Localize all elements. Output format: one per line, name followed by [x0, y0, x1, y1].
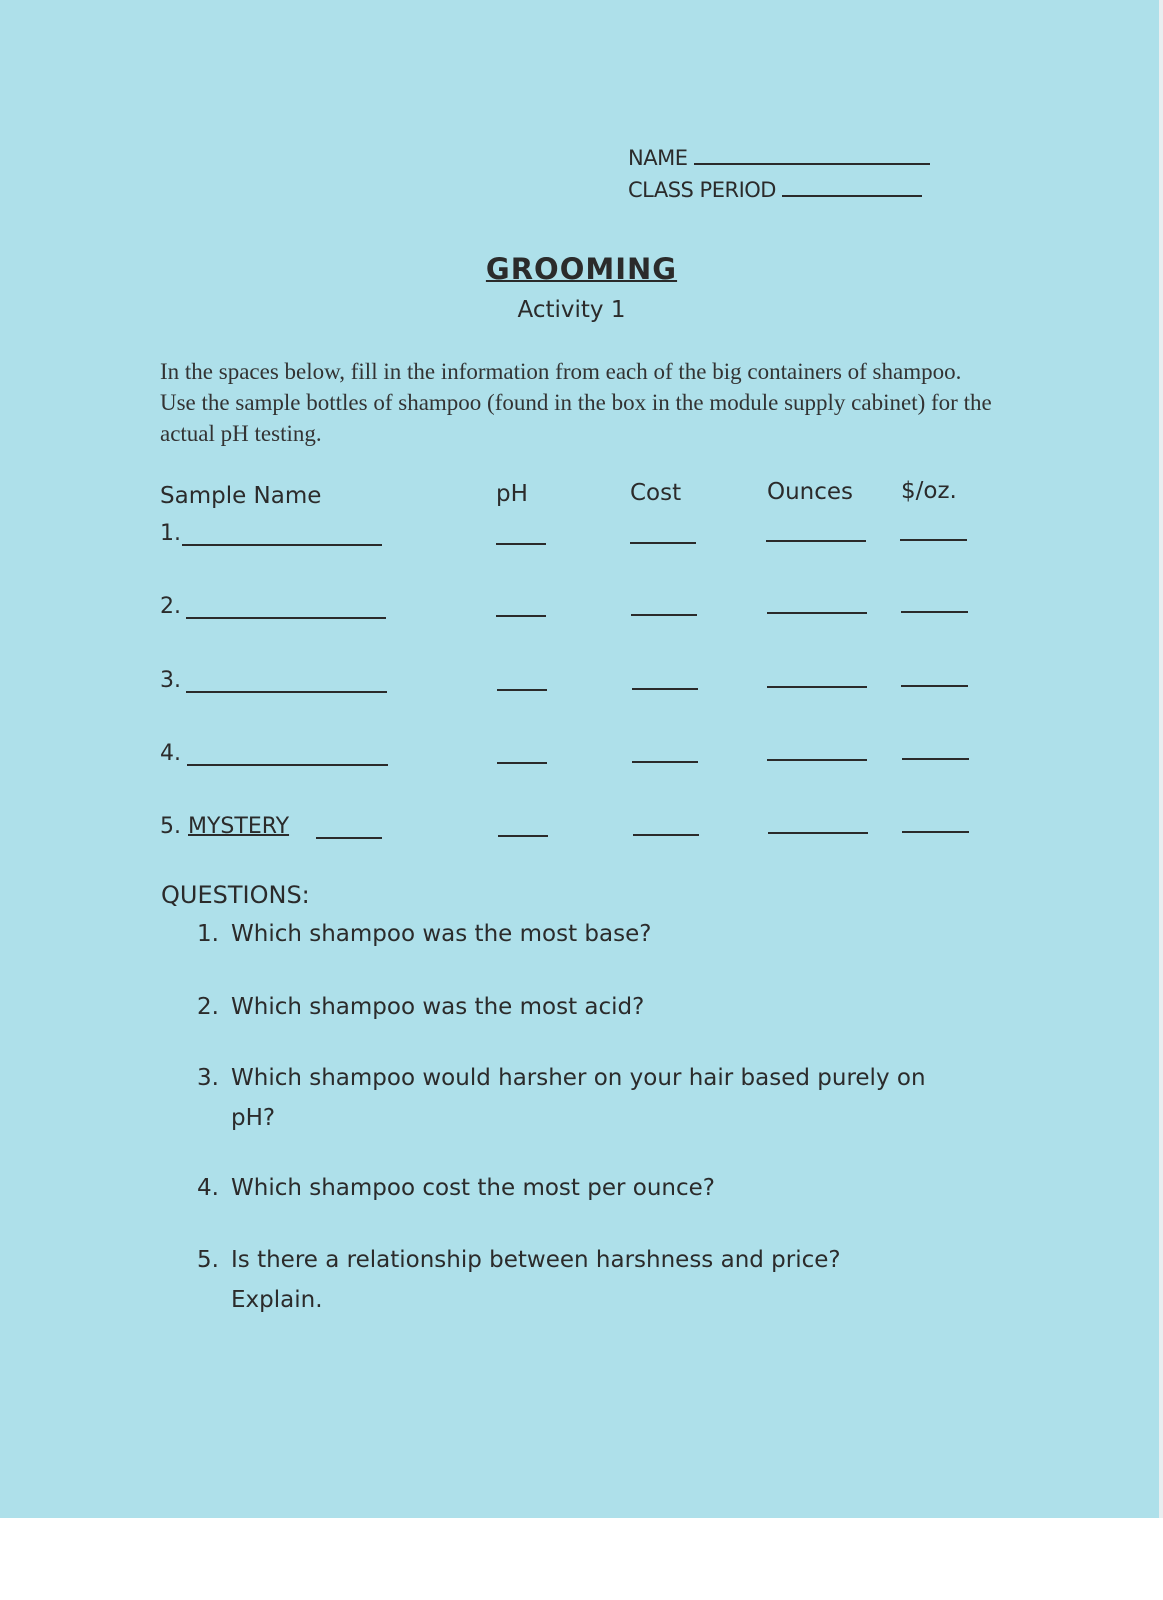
cost-blank-3[interactable]: [632, 688, 698, 690]
question-number: 2.: [197, 994, 219, 1020]
ph-blank-3[interactable]: [497, 689, 547, 691]
question-number: 3.: [197, 1065, 219, 1091]
price-per-oz-blank-2[interactable]: [901, 611, 968, 613]
question-number: 5.: [197, 1247, 219, 1273]
question-item: [197, 1240, 957, 1320]
sample-name-blank-3[interactable]: [186, 691, 387, 693]
question-text: Which shampoo was the most acid?: [231, 994, 645, 1020]
question-text: Which shampoo was the most base?: [231, 921, 652, 947]
ph-blank-1[interactable]: [496, 543, 546, 545]
col-header-sample-name: Sample Name: [160, 483, 322, 509]
mystery-name-blank[interactable]: [316, 837, 382, 839]
question-item: [197, 1168, 957, 1208]
cost-blank-5[interactable]: [633, 834, 699, 836]
question-number: 4.: [197, 1175, 219, 1201]
ph-blank-4[interactable]: [497, 762, 547, 764]
cost-blank-4[interactable]: [632, 761, 698, 763]
price-per-oz-blank-5[interactable]: [902, 831, 969, 833]
ounces-blank-1[interactable]: [766, 540, 866, 542]
row-number: 4.: [160, 741, 181, 766]
row-number: 1.: [160, 521, 181, 546]
col-header-price-per-oz: $/oz.: [901, 478, 957, 504]
ounces-blank-5[interactable]: [768, 832, 868, 834]
page-title: GROOMING: [485, 252, 678, 286]
cost-blank-1[interactable]: [630, 542, 696, 544]
question-text: Which shampoo cost the most per ounce?: [231, 1175, 715, 1201]
row-number: 3.: [160, 668, 181, 693]
class-period-label: CLASS PERIOD: [628, 178, 776, 202]
sample-name-blank-2[interactable]: [186, 617, 386, 619]
ounces-blank-2[interactable]: [767, 612, 867, 614]
ph-blank-5[interactable]: [498, 835, 548, 837]
ph-blank-2[interactable]: [496, 615, 546, 617]
question-item: [197, 987, 957, 1027]
name-field: [628, 146, 930, 170]
row-number: 2.: [160, 594, 181, 619]
sample-name-blank-4[interactable]: [187, 764, 388, 766]
ounces-blank-4[interactable]: [767, 759, 867, 761]
name-label: NAME: [628, 146, 688, 170]
col-header-ounces: Ounces: [767, 479, 854, 505]
mystery-sample-label: MYSTERY: [188, 814, 290, 839]
name-blank[interactable]: [694, 163, 930, 165]
mystery-row: [160, 814, 289, 839]
class-period-field: [628, 178, 922, 202]
price-per-oz-blank-3[interactable]: [901, 685, 968, 687]
sample-name-blank-1[interactable]: [182, 544, 382, 546]
col-header-cost: Cost: [630, 480, 682, 506]
col-header-ph: pH: [496, 481, 528, 507]
page-subtitle: Activity 1: [517, 297, 626, 323]
question-text: Which shampoo would harsher on your hair based purely on pH?: [231, 1065, 926, 1131]
row-number: 5.: [160, 814, 181, 839]
question-number: 1.: [197, 921, 219, 947]
instructions-text: In the spaces below, fill in the information from each of the big containers of shampoo. Use the sample bottles of shampoo (found in the box in the module supply cabinet) for the actual pH testing.: [160, 359, 992, 446]
price-per-oz-blank-1[interactable]: [900, 539, 967, 541]
questions-heading: QUESTIONS:: [161, 881, 310, 909]
question-item: [197, 1058, 957, 1138]
question-item: [197, 914, 957, 954]
question-text: Is there a relationship between harshness and price? Explain.: [231, 1247, 841, 1313]
price-per-oz-blank-4[interactable]: [902, 758, 969, 760]
class-period-blank[interactable]: [782, 195, 922, 197]
cost-blank-2[interactable]: [631, 614, 697, 616]
ounces-blank-3[interactable]: [767, 686, 867, 688]
